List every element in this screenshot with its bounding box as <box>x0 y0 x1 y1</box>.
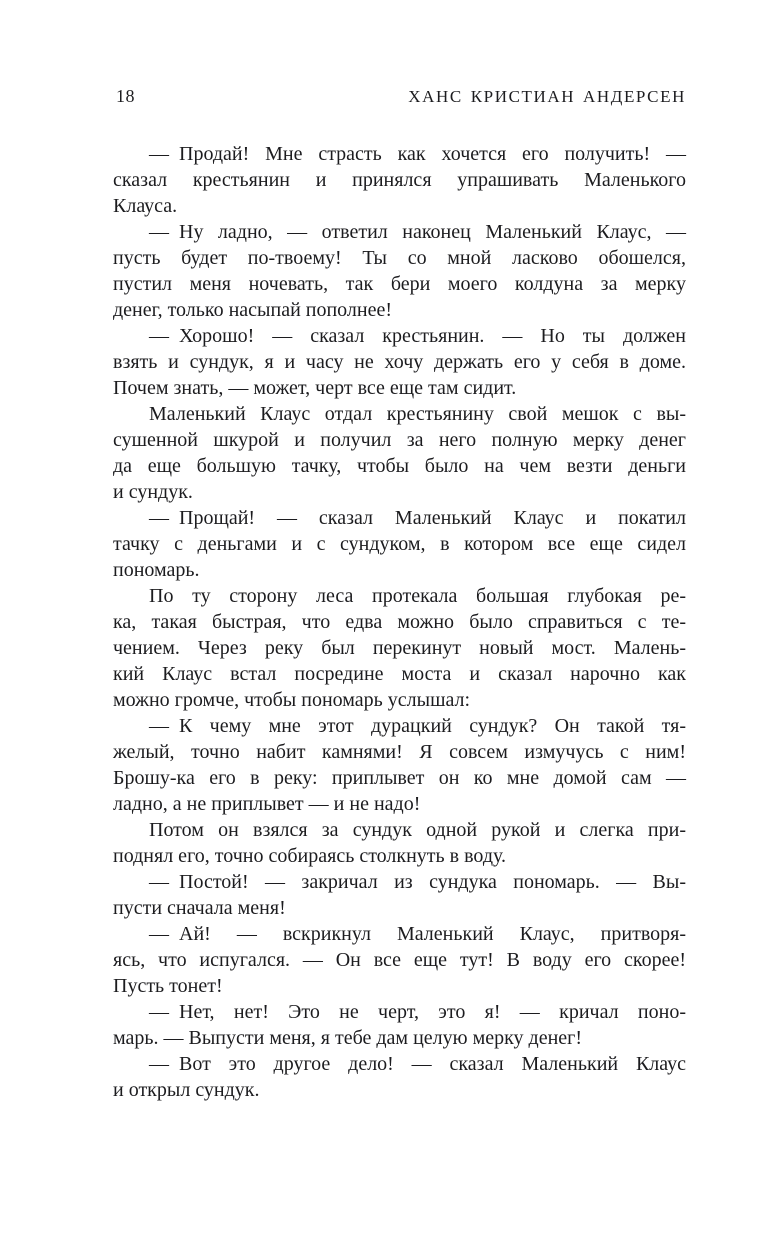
text-line: — Постой! — закричал из сундука пономарь. — Вы- <box>149 871 686 893</box>
paragraph <box>113 999 686 1051</box>
text-line: — К чему мне этот дурацкий сундук? Он такой тя- <box>149 715 686 737</box>
paragraph <box>113 817 686 869</box>
text-line: поднял его, точно собираясь столкнуть в воду. <box>113 845 507 867</box>
paragraph <box>113 219 686 323</box>
text-line: ка, такая быстрая, что едва можно было справиться с те- <box>113 611 686 633</box>
text-line: пустил меня ночевать, так бери моего колдуна за мерку <box>113 273 686 295</box>
text-line: — Прощай! — сказал Маленький Клаус и покатил <box>149 507 686 529</box>
page-number: 18 <box>116 86 135 106</box>
text-line: — Нет, нет! Это не черт, это я! — кричал поно- <box>149 1001 686 1023</box>
page-header <box>0 86 768 107</box>
paragraph <box>113 401 686 505</box>
text-line: желый, точно набит камнями! Я совсем измучусь с ним! <box>113 741 686 763</box>
text-line: пусти сначала меня! <box>113 897 286 919</box>
text-line: сказал крестьянин и принялся упрашивать Маленького <box>113 169 686 191</box>
paragraph <box>113 505 686 583</box>
text-line: и сундук. <box>113 481 193 503</box>
text-line: Клауса. <box>113 195 178 217</box>
text-line: Почем знать, — может, черт все еще там сидит. <box>113 377 517 399</box>
text-line: марь. — Выпусти меня, я тебе дам целую мерку денег! <box>113 1027 583 1049</box>
text-line: сушенной шкурой и получил за него полную мерку денег <box>113 429 686 451</box>
paragraph <box>113 323 686 401</box>
paragraph <box>113 713 686 817</box>
text-line: Пусть тонет! <box>113 975 223 997</box>
text-line: чением. Через реку был перекинут новый мост. Малень- <box>113 637 686 659</box>
text-line: тачку с деньгами и с сундуком, в котором все еще сидел <box>113 533 686 555</box>
text-line: да еще большую тачку, чтобы было на чем везти деньги <box>113 455 686 477</box>
paragraph <box>113 141 686 219</box>
text-block <box>113 141 686 1103</box>
text-line: пономарь. <box>113 559 200 581</box>
text-line: можно громче, чтобы пономарь услышал: <box>113 689 471 711</box>
text-line: пусть будет по-твоему! Ты со мной ласково обошелся, <box>113 247 686 269</box>
text-line: Брошу-ка его в реку: приплывет он ко мне домой сам — <box>113 767 686 789</box>
text-line: — Ну ладно, — ответил наконец Маленький Клаус, — <box>149 221 686 243</box>
text-line: По ту сторону леса протекала большая глубокая ре- <box>149 585 686 607</box>
paragraph <box>113 869 686 921</box>
text-line: — Хорошо! — сказал крестьянин. — Но ты должен <box>149 325 686 347</box>
text-line: денег, только насыпай пополнее! <box>113 299 393 321</box>
paragraph <box>113 921 686 999</box>
text-line: — Вот это другое дело! — сказал Маленький Клаус <box>149 1053 686 1075</box>
text-line: кий Клаус встал посредине моста и сказал нарочно как <box>113 663 686 685</box>
text-line: взять и сундук, я и часу не хочу держать его у себя в доме. <box>113 351 686 373</box>
running-head: ХАНС КРИСТИАН АНДЕРСЕН <box>408 87 686 106</box>
paragraph <box>113 1051 686 1103</box>
text-line: ладно, а не приплывет — и не надо! <box>113 793 421 815</box>
text-line: и открыл сундук. <box>113 1079 260 1101</box>
paragraph <box>113 583 686 713</box>
text-line: Потом он взялся за сундук одной рукой и слегка при- <box>149 819 686 841</box>
text-line: — Ай! — вскрикнул Маленький Клаус, притворя- <box>149 923 686 945</box>
text-line: ясь, что испугался. — Он все еще тут! В воду его скорее! <box>113 949 686 971</box>
text-line: Маленький Клаус отдал крестьянину свой мешок с вы- <box>149 403 686 425</box>
text-line: — Продай! Мне страсть как хочется его получить! — <box>149 143 686 165</box>
